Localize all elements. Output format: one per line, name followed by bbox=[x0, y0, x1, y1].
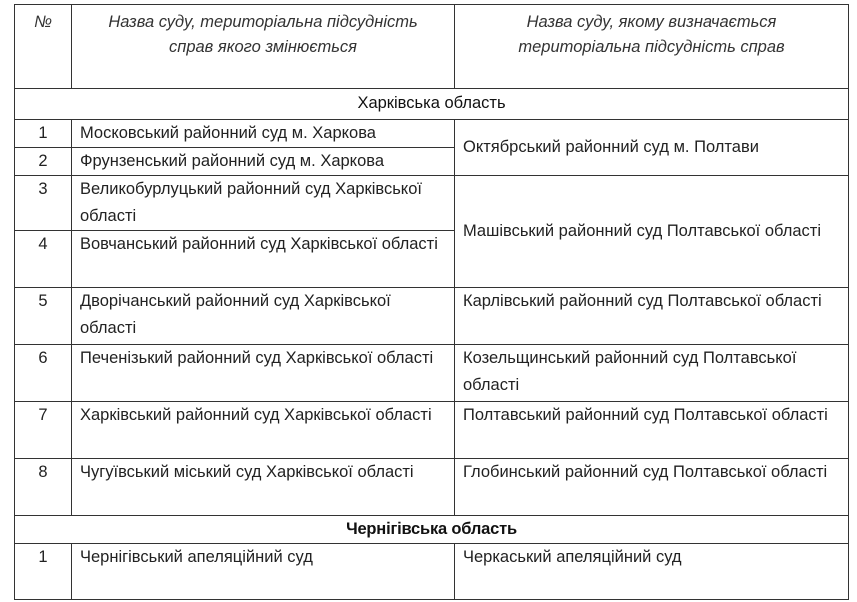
court-from: Московський районний суд м. Харкова bbox=[72, 120, 455, 148]
region-title: Харківська область bbox=[15, 89, 849, 120]
court-to: Машівський районний суд Полтавської області bbox=[455, 176, 849, 288]
table-row bbox=[15, 459, 849, 516]
court-from: Печенізький районний суд Харківської області bbox=[72, 345, 455, 402]
region-title: Чернігівська область bbox=[15, 516, 849, 544]
row-number: 6 bbox=[15, 345, 72, 402]
row-number: 7 bbox=[15, 402, 72, 459]
row-number: 1 bbox=[15, 544, 72, 600]
court-from: Вовчанський районний суд Харківської області bbox=[72, 231, 455, 288]
row-number: 5 bbox=[15, 288, 72, 345]
table-header-row bbox=[15, 5, 849, 89]
table-row bbox=[15, 402, 849, 459]
court-to: Полтавський районний суд Полтавської області bbox=[455, 402, 849, 459]
region-row bbox=[15, 89, 849, 120]
court-from: Фрунзенський районний суд м. Харкова bbox=[72, 148, 455, 176]
court-to: Козельщинський районний суд Полтавської області bbox=[455, 345, 849, 402]
row-number: 8 bbox=[15, 459, 72, 516]
court-from: Харківський районний суд Харківської області bbox=[72, 402, 455, 459]
row-number: 1 bbox=[15, 120, 72, 148]
table-row bbox=[15, 544, 849, 600]
table-row bbox=[15, 288, 849, 345]
court-from: Чернігівський апеляційний суд bbox=[72, 544, 455, 600]
row-number: 2 bbox=[15, 148, 72, 176]
row-number: 3 bbox=[15, 176, 72, 231]
court-to: Черкаський апеляційний суд bbox=[455, 544, 849, 600]
table-row bbox=[15, 176, 849, 231]
court-to: Глобинський районний суд Полтавської області bbox=[455, 459, 849, 516]
court-from: Дворічанський районний суд Харківської області bbox=[72, 288, 455, 345]
court-from: Великобурлуцький районний суд Харківської області bbox=[72, 176, 455, 231]
header-court-assigned: Назва суду, якому визначається територіальна підсудність справ bbox=[455, 5, 849, 89]
header-number: № bbox=[15, 5, 72, 89]
court-from: Чугуївський міський суд Харківської області bbox=[72, 459, 455, 516]
court-jurisdiction-table bbox=[14, 4, 849, 600]
court-to: Октябрський районний суд м. Полтави bbox=[455, 120, 849, 176]
row-number: 4 bbox=[15, 231, 72, 288]
header-court-changed: Назва суду, територіальна підсудність справ якого змінюється bbox=[72, 5, 455, 89]
region-row bbox=[15, 516, 849, 544]
court-to: Карлівський районний суд Полтавської області bbox=[455, 288, 849, 345]
table-row bbox=[15, 345, 849, 402]
table-row bbox=[15, 120, 849, 148]
